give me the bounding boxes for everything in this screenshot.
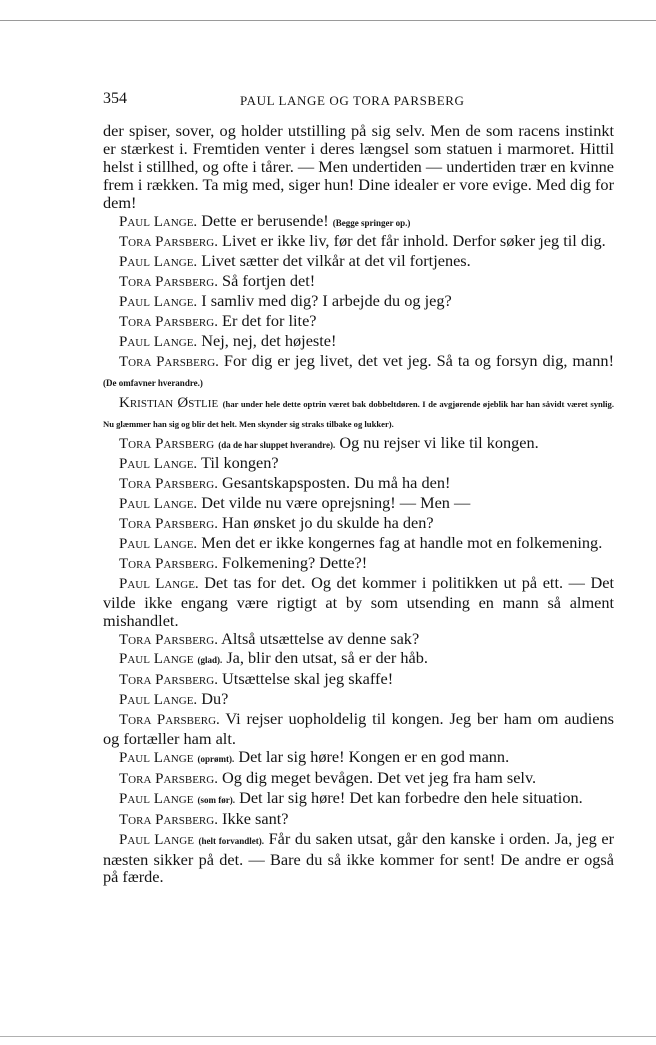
stage-direction: (De omfavner hverandre.)	[103, 377, 203, 388]
page-body	[103, 122, 614, 886]
speech-text: Du?	[201, 689, 229, 709]
paragraph	[103, 122, 614, 212]
speech-text: Det lar sig høre! Det kan forbedre den hele situation.	[239, 787, 583, 807]
paragraph	[103, 810, 614, 830]
speaker-name: Paul Lange	[119, 651, 194, 668]
running-head: PAUL LANGE OG TORA PARSBERG	[240, 93, 465, 108]
page-number: 354	[103, 90, 127, 107]
paragraph	[103, 710, 614, 748]
speech-text: Er det for lite?	[222, 311, 317, 331]
stage-direction: (som før).	[197, 794, 235, 805]
speaker-name: Tora Parsberg.	[119, 811, 218, 828]
speech-text: Og nu rejser vi like til kongen.	[339, 432, 539, 452]
paragraph	[103, 514, 614, 534]
paragraph	[103, 748, 614, 769]
speaker-name: Tora Parsberg.	[119, 314, 218, 331]
paragraph	[103, 454, 614, 474]
speaker-name: Kristian Østlie	[119, 394, 219, 411]
paragraph	[103, 830, 614, 887]
paragraph	[103, 212, 614, 233]
speech-text: Folkemening? Dette?!	[222, 552, 368, 572]
speech-text: Ja, blir den utsat, så er der håb.	[226, 648, 428, 668]
speech-text: Men det er ikke kongernes fag at handle mot en folkemening.	[201, 533, 603, 553]
speech-text: Utsættelse skal jeg skaffe!	[222, 669, 394, 689]
speaker-name: Paul Lange	[119, 790, 194, 807]
paragraph	[103, 312, 614, 332]
stage-direction: (oprømt).	[197, 754, 235, 764]
speech-text: Han ønsket jo du skulde ha den?	[222, 513, 434, 533]
speech-text: Livet sætter det vilkår at det vil fortjenes.	[201, 251, 471, 271]
speaker-name: Paul Lange.	[119, 456, 198, 473]
speaker-name: Tora Parsberg.	[119, 274, 218, 291]
bottom-scan-rule	[0, 1036, 656, 1037]
speaker-name: Paul Lange.	[119, 536, 198, 553]
speech-text: Livet er ikke liv, før det får inhold. Derfor søker jeg til dig.	[222, 231, 606, 251]
paragraph	[103, 232, 614, 252]
speech-text: Altså utsættelse av denne sak?	[221, 628, 420, 648]
speaker-name: Paul Lange.	[119, 254, 198, 271]
speaker-name: Paul Lange.	[119, 294, 198, 311]
paragraph	[103, 630, 614, 650]
paragraph	[103, 393, 614, 434]
paragraph	[103, 534, 614, 554]
speech-text: Får du saken utsat, går den kanske i orden. Ja, jeg er næsten sikker på det. — Bare du så ikke kommer for sent! De andre er også på færde.	[103, 828, 614, 887]
speech-text: Det vilde nu være oprejsning! — Men —	[201, 493, 471, 513]
speaker-name: Tora Parsberg.	[119, 234, 218, 251]
speech-text: Så fortjen det!	[222, 271, 316, 291]
stage-direction: (helt forvandlet).	[198, 835, 264, 846]
speech-text: Og dig meget bevågen. Det vet jeg fra ham selv.	[222, 767, 537, 787]
paragraph	[103, 670, 614, 690]
speech-text: Det tas for det. Og det kommer i politikken ut på ett. — Det vilde ikke engang være rigtigt at by som utsending en mann så alment mishandlet.	[103, 572, 614, 630]
speech-text: Det lar sig høre! Kongen er en god mann.	[238, 747, 510, 766]
speaker-name: Paul Lange.	[119, 496, 198, 513]
speaker-name: Paul Lange.	[119, 692, 198, 709]
speech-text: I samliv med dig? I arbejde du og jeg?	[201, 291, 452, 311]
paragraph	[103, 769, 614, 789]
speech-text: Til kongen?	[200, 453, 279, 473]
paragraph	[103, 252, 614, 272]
paragraph	[103, 789, 614, 810]
speaker-name: Paul Lange.	[119, 575, 199, 592]
paragraph	[103, 474, 614, 494]
paragraph	[103, 352, 614, 393]
speaker-name: Tora Parsberg.	[119, 770, 218, 787]
speaker-name: Paul Lange	[119, 831, 194, 848]
speaker-name: Tora Parsberg.	[119, 712, 220, 729]
paragraph	[103, 690, 614, 710]
paragraph	[103, 554, 614, 574]
speech-text: Vi rejser uopholdelig til kongen. Jeg ber ham om audiens og fortæller ham alt.	[103, 709, 614, 749]
speech-text: Nej, nej, det højeste!	[201, 330, 337, 350]
speech-text: Ikke sant?	[222, 808, 289, 828]
stage-direction: (glad).	[197, 655, 223, 666]
speaker-name: Tora Parsberg.	[119, 353, 219, 370]
speaker-name: Paul Lange	[119, 750, 194, 766]
speech-text: For dig er jeg livet, det vet jeg. Så ta og forsyn dig, mann!	[223, 350, 614, 370]
speaker-name: Tora Parsberg.	[119, 631, 218, 648]
paragraph	[103, 649, 614, 670]
speech-text: der spiser, sover, og holder utstilling på sig selv. Men de som racens instinkt er stærkest i. Fremtiden venter i deres længsel som statuen i marmoret. Hittil helst i stillhed, og ofte i tårer. — Men undertiden — undertiden trær en kvinne frem i rækken. Ta mig med, siger hun! Dine idealer er vore evige. Med dig for dem!	[103, 121, 614, 212]
paragraph	[103, 272, 614, 292]
speaker-name: Paul Lange.	[119, 333, 198, 350]
paragraph	[103, 494, 614, 514]
speaker-name: Tora Parsberg.	[119, 516, 218, 533]
speaker-name: Paul Lange.	[119, 213, 198, 230]
speaker-name: Tora Parsberg	[119, 435, 215, 452]
speaker-name: Tora Parsberg.	[119, 555, 218, 572]
speaker-name: Tora Parsberg.	[119, 672, 218, 689]
paragraph	[103, 292, 614, 312]
top-scan-rule	[0, 20, 656, 21]
stage-direction: (Begge springer op.)	[332, 217, 411, 228]
speech-text: Dette er berusende!	[201, 210, 329, 230]
paragraph	[103, 574, 614, 630]
speech-text: Gesantskapsposten. Du må ha den!	[222, 473, 451, 493]
stage-direction: (da de har sluppet hverandre).	[218, 439, 336, 450]
paragraph	[103, 332, 614, 352]
stage-direction: (har under hele dette optrin været bak dobbeltdøren. I de avgjørende øjeblik har han såvidt været synlig. Nu glæmmer han sig og blir det helt. Men skynder sig straks tilbake og lukker).	[103, 398, 615, 430]
paragraph	[103, 434, 614, 455]
speaker-name: Tora Parsberg.	[119, 476, 218, 493]
